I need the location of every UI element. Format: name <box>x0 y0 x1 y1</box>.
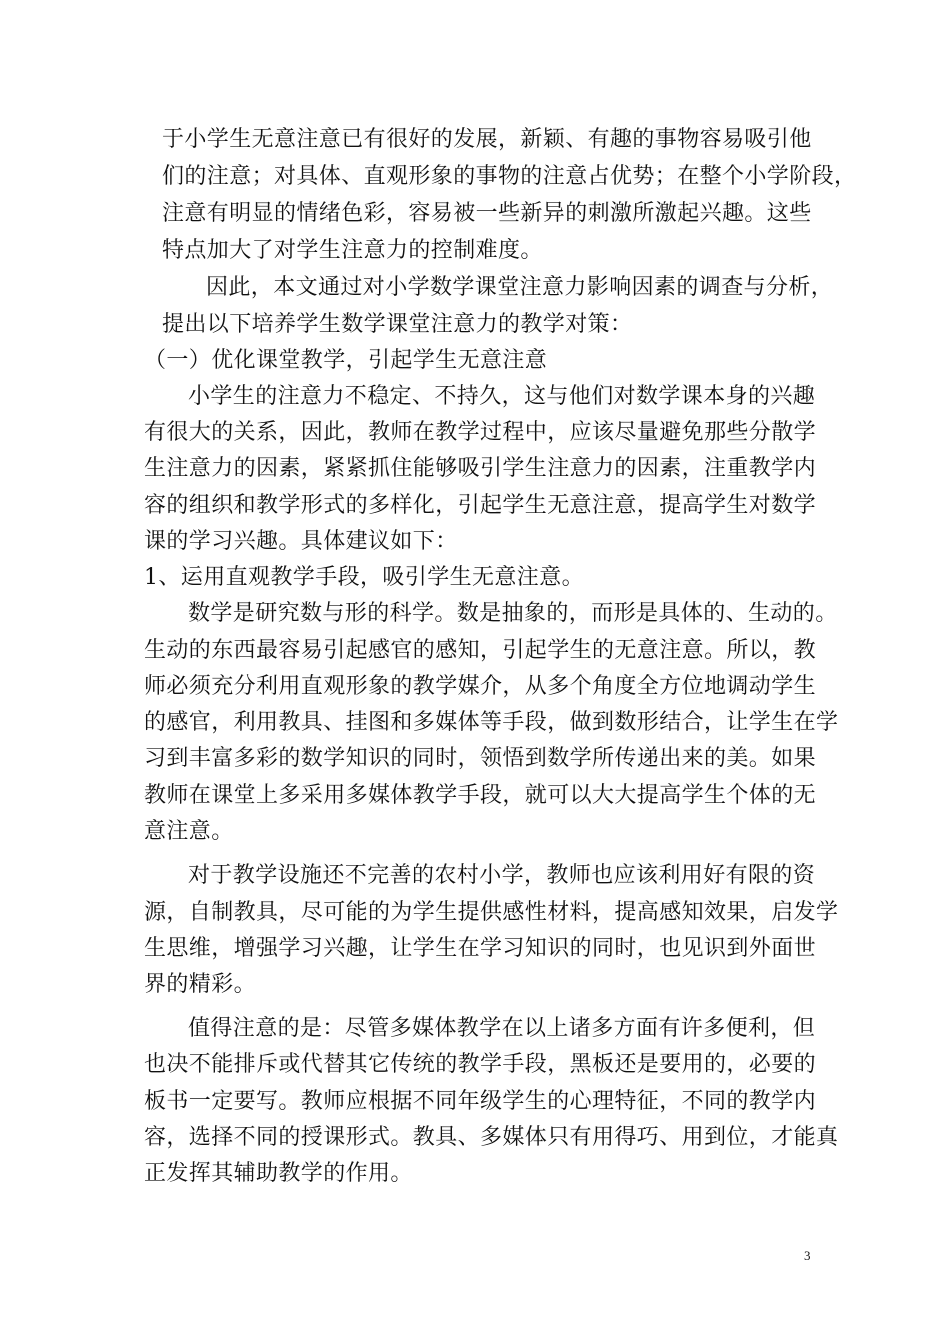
text-line: 容，选择不同的授课形式。教具、多媒体只有用得巧、用到位，才能真 <box>144 1125 839 1150</box>
text-line: 们的注意；对具体、直观形象的事物的注意占优势；在整个小学阶段， <box>162 164 857 189</box>
text-line: 也决不能排斥或代替其它传统的教学手段，黑板还是要用的，必要的 <box>144 1052 817 1077</box>
text-line: 提出以下培养学生数学课堂注意力的教学对策： <box>162 312 633 337</box>
text-line: 特点加大了对学生注意力的控制难度。 <box>162 238 543 263</box>
text-line: 的感官，利用教具、挂图和多媒体等手段，做到数形结合，让学生在学 <box>144 710 839 735</box>
text-line: 师必须充分利用直观形象的教学媒介，从多个角度全方位地调动学生 <box>144 674 817 699</box>
text-line: 有很大的关系，因此，教师在教学过程中，应该尽量避免那些分散学 <box>144 420 817 445</box>
text-line: 注意有明显的情绪色彩，容易被一些新异的刺激所激起兴趣。这些 <box>162 201 812 226</box>
text-line: 板书一定要写。教师应根据不同年级学生的心理特征，不同的教学内 <box>144 1089 817 1114</box>
subsection-heading: 1、运用直观教学手段，吸引学生无意注意。 <box>144 565 584 590</box>
text-line: 生思维，增强学习兴趣，让学生在学习知识的同时，也见识到外面世 <box>144 936 817 961</box>
section-heading: （一）优化课堂教学，引起学生无意注意 <box>144 348 548 373</box>
text-line: 小学生的注意力不稳定、不持久，这与他们对数学课本身的兴趣 <box>188 384 816 409</box>
text-line: 课的学习兴趣。具体建议如下： <box>144 529 458 554</box>
text-line: 生动的东西最容易引起感官的感知，引起学生的无意注意。所以，教 <box>144 638 817 663</box>
text-line: 教师在课堂上多采用多媒体教学手段，就可以大大提高学生个体的无 <box>144 783 817 808</box>
text-line: 源，自制教具，尽可能的为学生提供感性材料，提高感知效果，启发学 <box>144 900 839 925</box>
text-line: 数学是研究数与形的科学。数是抽象的，而形是具体的、生动的。 <box>188 601 838 626</box>
text-line: 意注意。 <box>144 819 234 844</box>
text-line: 对于教学设施还不完善的农村小学，教师也应该利用好有限的资 <box>188 863 816 888</box>
text-line: 生注意力的因素，紧紧抓住能够吸引学生注意力的因素，注重教学内 <box>144 456 817 481</box>
text-line: 因此，本文通过对小学数学课堂注意力影响因素的调查与分析， <box>206 275 834 300</box>
text-line: 容的组织和教学形式的多样化，引起学生无意注意，提高学生对数学 <box>144 493 817 518</box>
text-line: 值得注意的是：尽管多媒体教学在以上诸多方面有许多便利，但 <box>188 1016 816 1041</box>
text-line: 界的精彩。 <box>144 972 257 997</box>
text-line: 正发挥其辅助教学的作用。 <box>144 1161 413 1186</box>
text-line: 于小学生无意注意已有很好的发展，新颖、有趣的事物容易吸引他 <box>162 127 812 152</box>
page-number: 3 <box>804 1248 811 1263</box>
text-line: 习到丰富多彩的数学知识的同时，领悟到数学所传递出来的美。如果 <box>144 746 817 771</box>
